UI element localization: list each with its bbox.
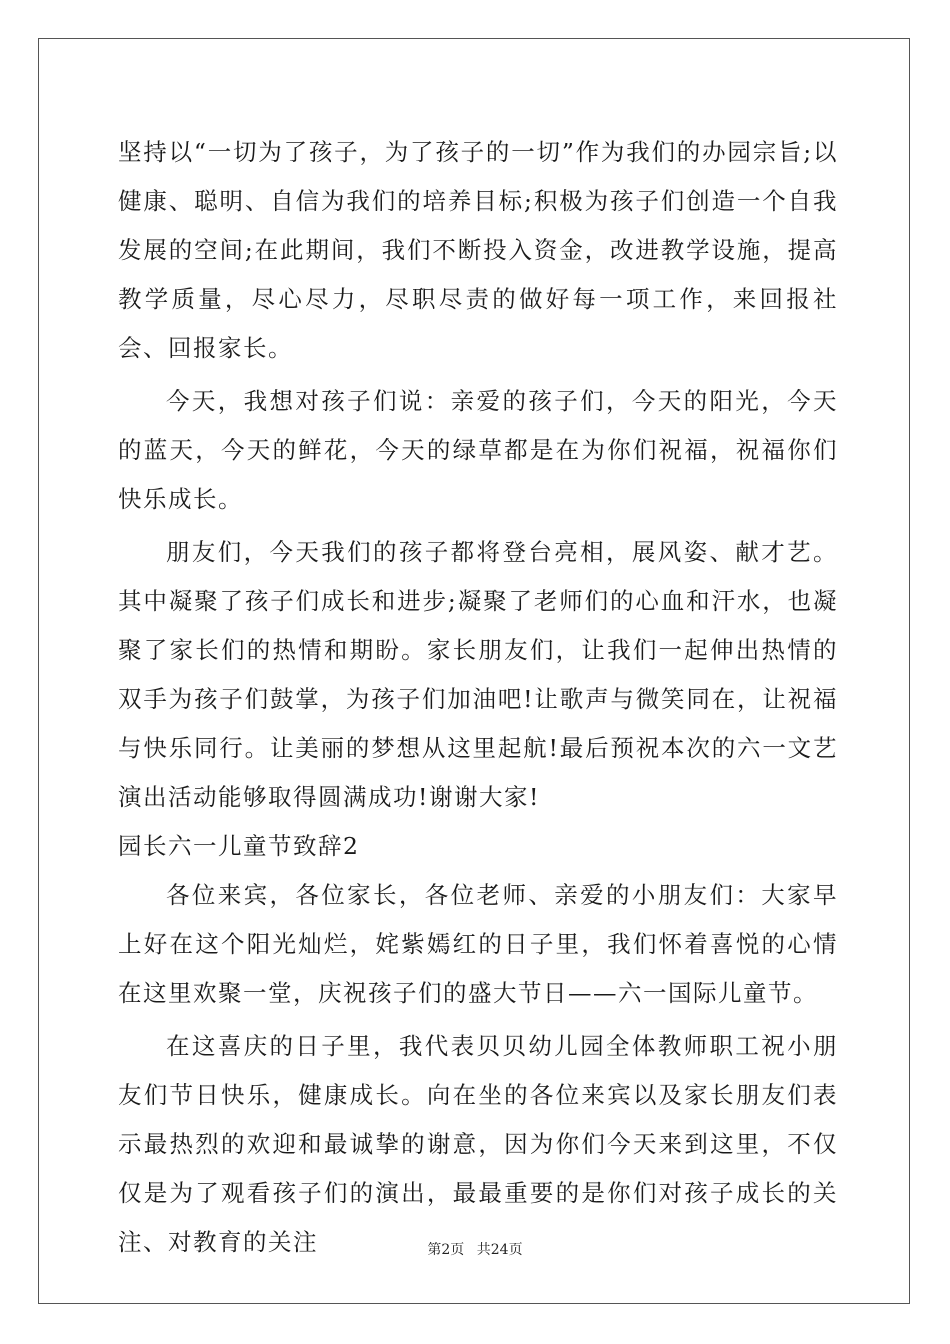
page-footer [0, 1239, 950, 1259]
paragraph-5: 在这喜庆的日子里，我代表贝贝幼儿园全体教师职工祝小朋友们节日快乐，健康成长。向在坐的各位来宾以及家长朋友们表示最热烈的欢迎和最诚挚的谢意，因为你们今天来到这里，不仅仅是为了观看孩子们的演出，最最重要的是你们对孩子成长的关注、对教育的关注 [118, 1032, 838, 1256]
section-heading: 园长六一儿童节致辞2 [118, 832, 360, 860]
paragraph-1: 坚持以“一切为了孩子，为了孩子的一切”作为我们的办园宗旨;以健康、聪明、自信为我们的培养目标;积极为孩子们创造一个自我发展的空间;在此期间，我们不断投入资金，改进教学设施，提高教学质量，尽心尽力，尽职尽责的做好每一项工作，来回报社会、回报家长。 [118, 138, 838, 362]
document-body [118, 128, 838, 1267]
paragraph-3: 朋友们，今天我们的孩子都将登台亮相，展风姿、献才艺。其中凝聚了孩子们成长和进步;凝聚了老师们的心血和汗水，也凝聚了家长们的热情和期盼。家长朋友们，让我们一起伸出热情的双手为孩子们鼓掌，为孩子们加油吧!让歌声与微笑同在，让祝福与快乐同行。让美丽的梦想从这里起航!最后预祝本次的六一文艺演出活动能够取得圆满成功!谢谢大家! [118, 538, 838, 811]
page-total: 共24页 [476, 1242, 523, 1258]
paragraph-4: 各位来宾，各位家长，各位老师、亲爱的小朋友们：大家早上好在这个阳光灿烂，姹紫嫣红的日子里，我们怀着喜悦的心情在这里欢聚一堂，庆祝孩子们的盛大节日——六一国际儿童节。 [118, 881, 838, 1007]
paragraph-2: 今天，我想对孩子们说：亲爱的孩子们，今天的阳光，今天的蓝天，今天的鲜花，今天的绿草都是在为你们祝福，祝福你们快乐成长。 [118, 387, 838, 513]
page-number: 第2页 [427, 1242, 465, 1258]
